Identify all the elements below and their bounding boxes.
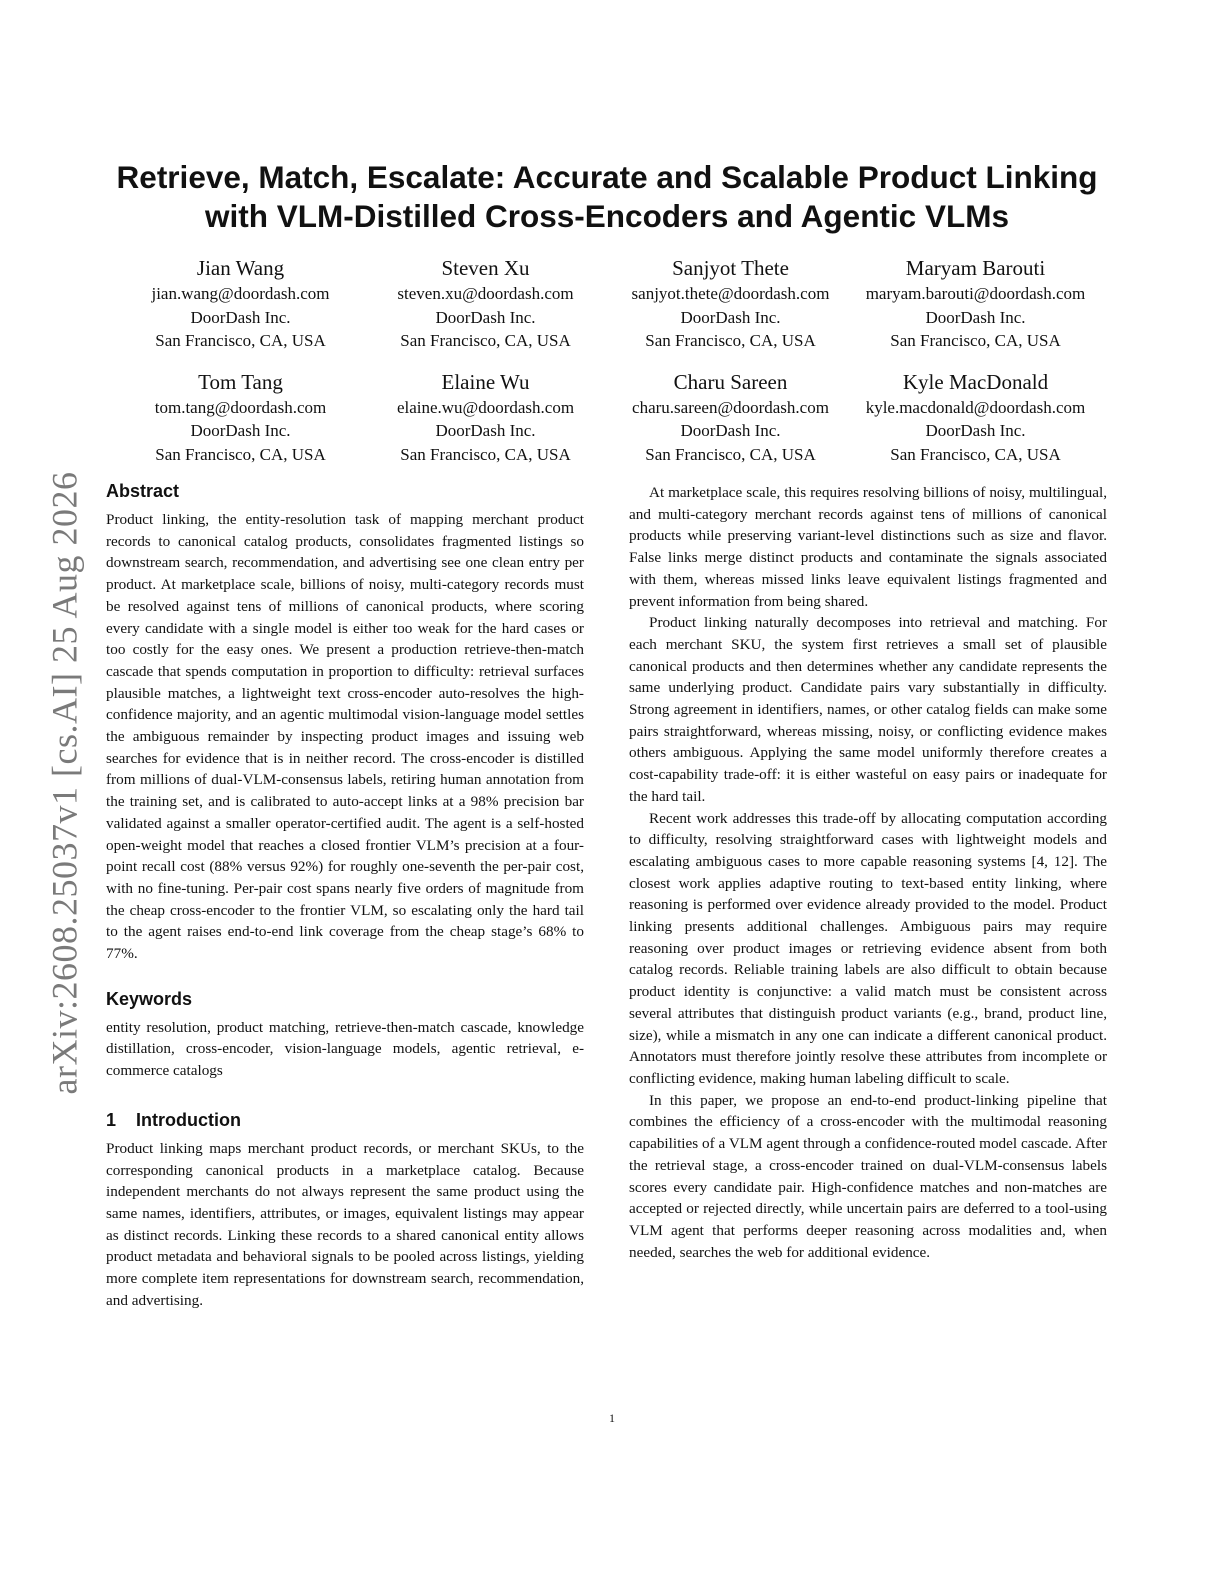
author-affiliation: DoorDash Inc. — [435, 421, 536, 440]
author-card — [363, 255, 608, 353]
author-affiliation: DoorDash Inc. — [190, 421, 291, 440]
intro-paragraph: Product linking maps merchant product records, or merchant SKUs, to the corresponding canonical products in a marketplace catalog. Because independent merchants do not always represent the same product using the same names, identifiers, attributes, or images, equivalent listings may appear as distinct records. Linking these records to a shared canonical entity allows product metadata and behavioral signals to be pooled across listings, yielding more complete item representations for downstream search, recommendation, and advertising. — [106, 1139, 584, 1309]
intro-paragraph: Recent work addresses this trade-off by allocating computation according to difficulty, resolving straightforward cases with lightweight models and escalating ambiguous cases to more capable reasoning systems [4, 12]. The closest work applies adaptive routing to text-based entity linking, where reasoning is performed over evidence already provided to the model. Product linking presents additional challenges. Ambiguous pairs may require reasoning over product images or retrieving evidence absent from both catalog records. Reliable training labels are also difficult to obtain because product identity is conjunctive: a valid match must be consistent across several attributes that distinguish product variants (e.g., brand, product line, size), while a mismatch in any one can indicate a different canonical product. Annotators must therefore jointly resolve these attributes from incomplete or conflicting evidence, making human labeling difficult to scale. — [629, 809, 1107, 1087]
author-email: maryam.barouti@doordash.com — [865, 284, 1086, 303]
author-affiliation: DoorDash Inc. — [680, 307, 781, 327]
intro-paragraph: At marketplace scale, this requires resolving billions of noisy, multilingual, and multi-category merchant records against tens of millions of canonical products while preserving variant-level distinctions such as size and flavor. False links merge distinct products and contaminate the signals associated with them, whereas missed links leave equivalent listings fragmented and prevent information from being shared. — [629, 484, 1107, 610]
author-location: San Francisco, CA, USA — [400, 331, 571, 350]
author-name: Elaine Wu — [441, 369, 530, 394]
author-affiliation: DoorDash Inc. — [680, 421, 781, 440]
section-title: Introduction — [136, 1109, 241, 1130]
intro-paragraph: In this paper, we propose an end-to-end product-linking pipeline that combines the efficiency of a cross-encoder with the multimodal reasoning capabilities of a VLM agent through a confidence-routed model cascade. After the retrieval stage, a cross-encoder trained on dual-VLM-consensus labels scores every candidate pair. High-confidence matches and non-matches are accepted or rejected directly, while uncertain pairs are deferred to a tool-using VLM agent that performs deeper reasoning across modalities and, when needed, searches the web for additional evidence. — [629, 1091, 1107, 1261]
author-location: San Francisco, CA, USA — [645, 331, 816, 350]
author-card — [853, 369, 1098, 467]
author-name: Tom Tang — [198, 369, 283, 394]
author-card — [608, 255, 853, 353]
author-email: tom.tang@doordash.com — [154, 397, 327, 417]
abstract-text: Product linking, the entity-resolution task of mapping merchant product records to canonical catalog products, consolidates fragmented listings so downstream search, recommendation, and advertising see one clean entry per product. At marketplace scale, billions of noisy, multi-category records must be resolved against tens of millions of canonical products, where scoring every candidate with a single model is either too weak for the hard cases or too costly for the easy ones. We present a production retrieve-then-match cascade that spends computation in proportion to difficulty: retrieval surfaces plausible matches, a lightweight text cross-encoder auto-resolves the high-confidence majority, and an agentic multimodal vision-language model settles the ambiguous remainder by inspecting product images and issuing web searches for evidence that is in neither record. The cross-encoder is distilled from millions of dual-VLM-consensus labels, retiring human annotation from the training set, and is calibrated to auto-accept links at a 98% precision bar validated against a smaller operator-certified audit. The agent is a self-hosted open-weight model that reaches a closed frontier VLM’s precision at a four-point recall cost (88% versus 92%) for roughly one-seventh the per-pair cost, with no fine-tuning. Per-pair cost spans nearly five orders of magnitude from the cheap cross-encoder to the frontier VLM, so escalating only the hard tail to the agent raises end-to-end link coverage from the cheap stage’s 68% to 77%. — [106, 511, 584, 963]
introduction-heading — [106, 1108, 584, 1132]
author-email: charu.sareen@doordash.com — [632, 397, 829, 417]
author-affiliation: DoorDash Inc. — [435, 307, 536, 327]
keywords-heading: Keywords — [106, 988, 193, 1009]
author-name: Maryam Barouti — [905, 256, 1046, 280]
arxiv-identifier — [44, 440, 84, 1125]
left-column — [106, 479, 584, 1312]
author-affiliation: DoorDash Inc. — [925, 307, 1026, 327]
author-name: Sanjyot Thete — [672, 256, 789, 280]
author-location: San Francisco, CA, USA — [645, 444, 816, 464]
author-location: San Francisco, CA, USA — [400, 444, 571, 464]
author-card — [363, 369, 608, 467]
author-card — [118, 369, 363, 467]
author-card — [118, 255, 363, 353]
arxiv-identifier-text: arXiv:2608.25037v1 [cs.AI] 25 Aug 2026 — [44, 471, 84, 1094]
title-line-2: with VLM-Distilled Cross-Encoders and Agentic VLMs — [205, 198, 1009, 234]
page-number: 1 — [609, 1411, 615, 1425]
paper-title — [90, 158, 1124, 236]
author-affiliation: DoorDash Inc. — [925, 421, 1026, 440]
title-line-1: Retrieve, Match, Escalate: Accurate and Scalable Product Linking — [116, 159, 1098, 195]
author-card — [853, 255, 1098, 353]
author-name: Charu Sareen — [673, 369, 788, 394]
author-name: Kyle MacDonald — [902, 369, 1049, 394]
abstract-heading: Abstract — [106, 481, 180, 501]
author-block — [118, 255, 1118, 466]
author-card — [608, 369, 853, 467]
intro-paragraph: Product linking naturally decomposes into retrieval and matching. For each merchant SKU, the system first retrieves a small set of plausible canonical products and then determines whether any candidate represents the same underlying product. Candidate pairs vary substantially in difficulty. Strong agreement in identifiers, names, or other catalog fields can make some pairs straightforward, whereas missing, noisy, or conflicting evidence makes others ambiguous. Applying the same model uniformly therefore creates a cost-capability trade-off: it is either wasteful on easy pairs or inadequate for the hard tail. — [629, 614, 1107, 805]
author-email: steven.xu@doordash.com — [397, 284, 574, 303]
author-name: Steven Xu — [441, 256, 530, 280]
author-email: jian.wang@doordash.com — [151, 284, 330, 303]
author-email: elaine.wu@doordash.com — [396, 397, 575, 417]
author-email: sanjyot.thete@doordash.com — [631, 284, 830, 303]
author-location: San Francisco, CA, USA — [890, 331, 1061, 350]
author-email: kyle.macdonald@doordash.com — [865, 397, 1086, 417]
author-location: San Francisco, CA, USA — [155, 444, 326, 464]
right-column — [629, 482, 1107, 1263]
keywords-text: entity resolution, product matching, retrieve-then-match cascade, knowledge distillation, cross-encoder, vision-language models, agentic retrieval, e-commerce catalogs — [106, 1018, 584, 1080]
author-location: San Francisco, CA, USA — [155, 331, 326, 350]
author-name: Jian Wang — [196, 256, 285, 280]
author-affiliation: DoorDash Inc. — [190, 307, 291, 327]
author-location: San Francisco, CA, USA — [890, 444, 1061, 464]
section-number: 1 — [106, 1109, 117, 1130]
